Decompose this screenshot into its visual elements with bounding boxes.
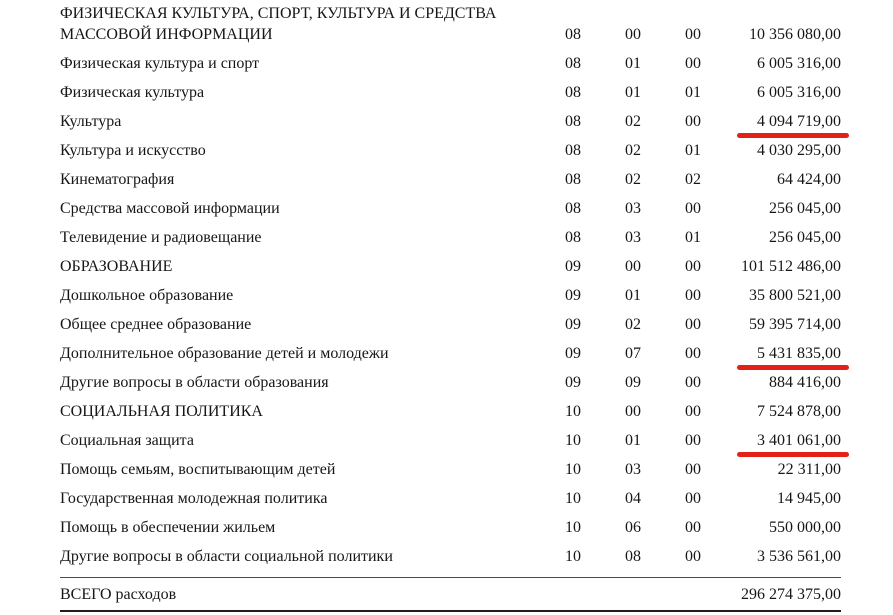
row-amount-value: 3 536 561,00 (757, 548, 841, 565)
row-amount-value: 6 005 316,00 (757, 55, 841, 72)
row-category: Кинематография (60, 171, 175, 188)
row-amount-value: 14 945,00 (777, 490, 841, 507)
row-code-subsection: 00 (685, 55, 701, 72)
row-category: ОБРАЗОВАНИЕ (60, 258, 173, 275)
row-code-subsection: 00 (685, 461, 701, 478)
row-amount-value: 3 401 061,00 (757, 432, 841, 449)
row-amount-value: 884 416,00 (769, 374, 841, 391)
row-amount-value: 256 045,00 (769, 200, 841, 217)
row-amount (723, 547, 841, 567)
table-row (60, 277, 841, 306)
row-code-section: 02 (625, 113, 641, 130)
table-row (60, 335, 841, 364)
row-code-subsection: 00 (685, 519, 701, 536)
row-code-chapter: 08 (565, 200, 581, 217)
row-code-chapter: 10 (565, 403, 581, 420)
row-category: Помощь в обеспечении жильем (60, 519, 276, 536)
table-rows (60, 3, 841, 567)
row-amount-value: 10 356 080,00 (749, 26, 841, 43)
row-amount (723, 344, 841, 364)
row-code-chapter: 08 (565, 229, 581, 246)
row-amount-value: 59 395 714,00 (749, 316, 841, 333)
row-category: Социальная защита (60, 432, 194, 449)
row-category: Другие вопросы в области социальной политики (60, 548, 393, 565)
row-category: Дополнительное образование детей и молодежи (60, 345, 389, 362)
table-row (60, 190, 841, 219)
row-amount-value: 5 431 835,00 (757, 345, 841, 362)
row-amount-value: 256 045,00 (769, 229, 841, 246)
row-code-subsection: 01 (685, 229, 701, 246)
row-category: Физическая культура (60, 84, 205, 101)
row-code-chapter: 08 (565, 113, 581, 130)
row-amount (723, 489, 841, 509)
row-code-section: 00 (625, 403, 641, 420)
row-code-subsection: 00 (685, 345, 701, 362)
total-row (60, 577, 841, 612)
row-code-section: 02 (625, 142, 641, 159)
row-code-chapter: 08 (565, 55, 581, 72)
row-code-subsection: 01 (685, 84, 701, 101)
red-underline-mark (737, 452, 849, 457)
table-row (60, 306, 841, 335)
row-code-chapter: 09 (565, 287, 581, 304)
table-row (60, 451, 841, 480)
row-code-chapter: 08 (565, 142, 581, 159)
row-amount (723, 199, 841, 219)
row-code-section: 06 (625, 519, 641, 536)
row-code-subsection: 00 (685, 316, 701, 333)
table-row (60, 364, 841, 393)
row-code-chapter: 09 (565, 374, 581, 391)
table-row (60, 509, 841, 538)
row-code-subsection: 00 (685, 258, 701, 275)
row-amount (723, 402, 841, 422)
table-row (60, 422, 841, 451)
row-amount (723, 112, 841, 132)
row-code-section: 07 (625, 345, 641, 362)
row-amount (723, 228, 841, 248)
row-amount-value: 550 000,00 (769, 519, 841, 536)
row-code-subsection: 00 (685, 113, 701, 130)
table-row (60, 74, 841, 103)
row-amount (723, 54, 841, 74)
table-row (60, 103, 841, 132)
table-row (60, 219, 841, 248)
row-code-section: 00 (625, 26, 641, 43)
row-category: ФИЗИЧЕСКАЯ КУЛЬТУРА, СПОРТ, КУЛЬТУРА И СРЕДСТВА МАССОВОЙ ИНФОРМАЦИИ (60, 5, 497, 43)
row-code-subsection: 00 (685, 26, 701, 43)
row-amount-value: 22 311,00 (777, 461, 841, 478)
row-code-section: 03 (625, 200, 641, 217)
table-row (60, 132, 841, 161)
row-amount (723, 83, 841, 103)
row-code-subsection: 00 (685, 374, 701, 391)
row-category: Общее среднее образование (60, 316, 252, 333)
table-row (60, 248, 841, 277)
row-code-subsection: 00 (685, 432, 701, 449)
row-code-section: 02 (625, 171, 641, 188)
row-code-section: 08 (625, 548, 641, 565)
row-category: Другие вопросы в области образования (60, 374, 329, 391)
table-row (60, 393, 841, 422)
row-code-section: 03 (625, 229, 641, 246)
row-amount (723, 25, 841, 45)
row-category: Дошкольное образование (60, 287, 234, 304)
row-code-section: 01 (625, 55, 641, 72)
table-row (60, 480, 841, 509)
red-underline-mark (737, 133, 849, 138)
row-code-subsection: 02 (685, 171, 701, 188)
row-category: Культура и искусство (60, 142, 206, 159)
row-amount-value: 4 094 719,00 (757, 113, 841, 130)
row-code-chapter: 10 (565, 490, 581, 507)
row-category: Физическая культура и спорт (60, 55, 260, 72)
row-code-section: 01 (625, 84, 641, 101)
row-amount (723, 431, 841, 451)
row-amount (723, 460, 841, 480)
row-category: Государственная молодежная политика (60, 490, 328, 507)
row-code-section: 04 (625, 490, 641, 507)
row-amount-value: 6 005 316,00 (757, 84, 841, 101)
row-code-subsection: 00 (685, 490, 701, 507)
row-amount (723, 315, 841, 335)
row-code-section: 01 (625, 432, 641, 449)
row-amount (723, 518, 841, 538)
total-amount: 296 274 375,00 (741, 586, 841, 603)
row-code-chapter: 08 (565, 171, 581, 188)
row-amount-value: 64 424,00 (777, 171, 841, 188)
row-code-section: 03 (625, 461, 641, 478)
row-code-subsection: 00 (685, 403, 701, 420)
row-amount (723, 373, 841, 393)
row-category: СОЦИАЛЬНАЯ ПОЛИТИКА (60, 403, 263, 420)
row-amount (723, 141, 841, 161)
row-code-subsection: 00 (685, 548, 701, 565)
row-code-chapter: 10 (565, 461, 581, 478)
row-code-section: 00 (625, 258, 641, 275)
row-code-chapter: 09 (565, 258, 581, 275)
table-row (60, 538, 841, 567)
row-amount (723, 257, 841, 277)
row-amount-value: 4 030 295,00 (757, 142, 841, 159)
row-amount (723, 286, 841, 306)
row-code-section: 02 (625, 316, 641, 333)
row-code-chapter: 09 (565, 345, 581, 362)
row-category: Культура (60, 113, 122, 130)
row-code-section: 09 (625, 374, 641, 391)
table-row (60, 3, 841, 45)
row-code-chapter: 10 (565, 548, 581, 565)
row-code-section: 01 (625, 287, 641, 304)
row-code-chapter: 10 (565, 519, 581, 536)
row-amount-value: 35 800 521,00 (749, 287, 841, 304)
row-code-subsection: 00 (685, 287, 701, 304)
row-code-subsection: 00 (685, 200, 701, 217)
row-code-chapter: 08 (565, 26, 581, 43)
row-category: Средства массовой информации (60, 200, 280, 217)
table-row (60, 45, 841, 74)
total-label: ВСЕГО расходов (60, 586, 177, 603)
row-amount-value: 7 524 878,00 (757, 403, 841, 420)
row-category: Телевидение и радиовещание (60, 229, 262, 246)
row-amount-value: 101 512 486,00 (741, 258, 841, 275)
row-code-chapter: 09 (565, 316, 581, 333)
row-code-subsection: 01 (685, 142, 701, 159)
table-row (60, 161, 841, 190)
row-code-chapter: 08 (565, 84, 581, 101)
row-category: Помощь семьям, воспитывающим детей (60, 461, 336, 478)
row-amount (723, 170, 841, 190)
red-underline-mark (737, 365, 849, 370)
row-code-chapter: 10 (565, 432, 581, 449)
